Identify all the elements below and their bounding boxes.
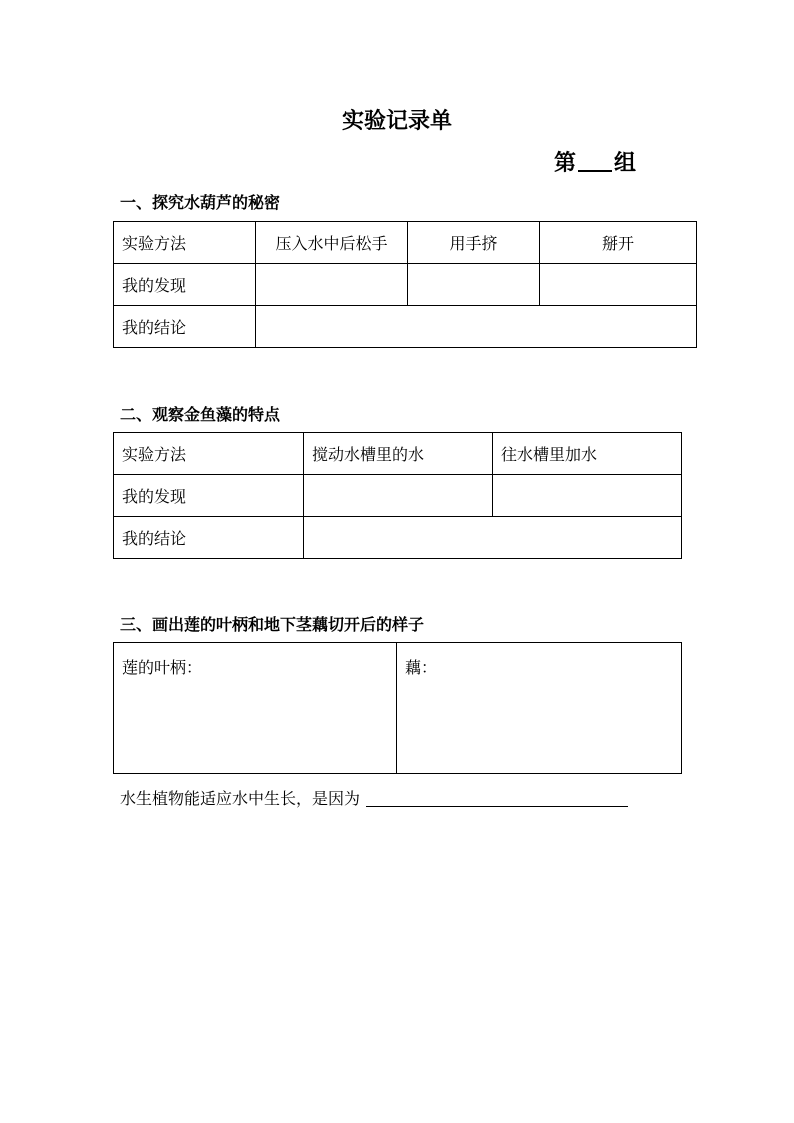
row-header-finding: 我的发现 <box>114 475 304 517</box>
conclusion-sentence <box>120 786 628 809</box>
page-title: 实验记录单 <box>341 108 452 134</box>
finding-cell[interactable] <box>540 264 697 306</box>
table-row <box>114 264 697 306</box>
group-suffix: 组 <box>614 150 637 176</box>
group-prefix: 第 <box>554 150 577 176</box>
row-header-conclusion: 我的结论 <box>114 517 304 559</box>
table-row <box>114 222 697 264</box>
drawing-cell-lotus-petiole[interactable]: 莲的叶柄： <box>114 643 397 774</box>
table-row <box>114 433 682 475</box>
finding-cell[interactable] <box>256 264 408 306</box>
table-row <box>114 517 682 559</box>
finding-cell[interactable] <box>408 264 540 306</box>
row-header-method: 实验方法 <box>114 222 256 264</box>
method-stir-water: 搅动水槽里的水 <box>304 433 493 475</box>
group-number-blank[interactable] <box>578 150 612 172</box>
section3-title: 三、画出莲的叶柄和地下茎藕切开后的样子 <box>120 615 425 634</box>
section2-title: 二、观察金鱼藻的特点 <box>120 405 281 424</box>
table-row <box>114 643 682 774</box>
method-break-open: 掰开 <box>540 222 697 264</box>
drawing-cell-lotus-root[interactable]: 藕： <box>397 643 682 774</box>
answer-blank-line[interactable] <box>366 790 628 807</box>
section1-title: 一、探究水葫芦的秘密 <box>120 193 281 212</box>
method-squeeze: 用手挤 <box>408 222 540 264</box>
conclusion-cell[interactable] <box>256 306 697 348</box>
finding-cell[interactable] <box>304 475 493 517</box>
conclusion-prompt: 水生植物能适应水中生长，是因为 <box>120 789 361 808</box>
conclusion-cell[interactable] <box>304 517 682 559</box>
row-header-finding: 我的发现 <box>114 264 256 306</box>
section1-table <box>113 221 697 348</box>
row-header-conclusion: 我的结论 <box>114 306 256 348</box>
finding-cell[interactable] <box>493 475 682 517</box>
row-header-method: 实验方法 <box>114 433 304 475</box>
method-press-release: 压入水中后松手 <box>256 222 408 264</box>
group-number-label <box>554 146 636 177</box>
section2-table <box>113 432 682 559</box>
method-add-water: 往水槽里加水 <box>493 433 682 475</box>
table-row <box>114 475 682 517</box>
table-row <box>114 306 697 348</box>
section3-table <box>113 642 682 774</box>
